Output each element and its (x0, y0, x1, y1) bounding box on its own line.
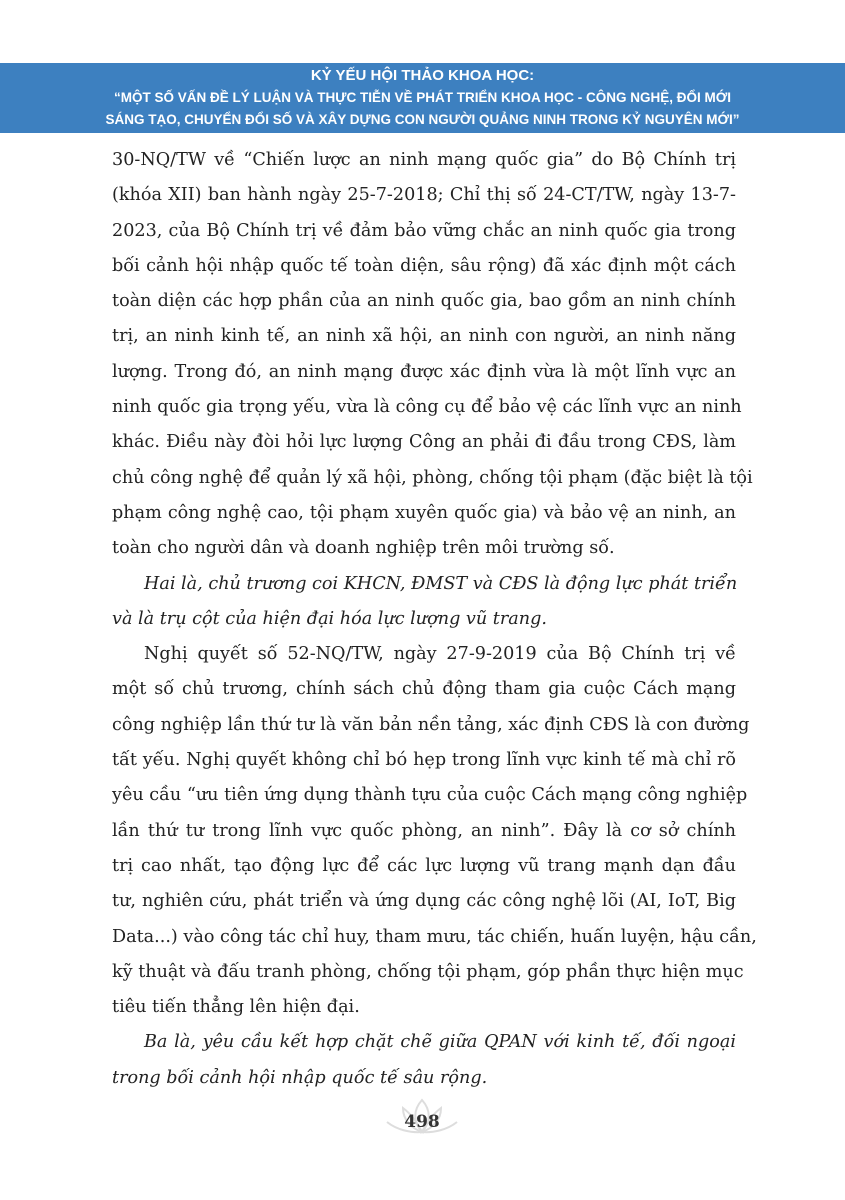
text-line: phạm công nghệ cao, tội phạm xuyên quốc gia) và bảo vệ an ninh, an (112, 502, 736, 523)
text-line: yêu cầu “ưu tiên ứng dụng thành tựu của cuộc Cách mạng công nghiệp (112, 785, 748, 806)
text-line: toàn cho người dân và doanh nghiệp trên môi trường số. (112, 538, 615, 559)
text-line: lượng. Trong đó, an ninh mạng được xác định vừa là một lĩnh vực an (112, 361, 736, 382)
text-line: trị cao nhất, tạo động lực để các lực lượng vũ trang mạnh dạn đầu (112, 855, 736, 876)
text-line: tư, nghiên cứu, phát triển và ứng dụng các công nghệ lõi (AI, IoT, Big (112, 891, 736, 912)
text-line: (khóa XII) ban hành ngày 25-7-2018; Chỉ thị số 24-CT/TW, ngày 13-7- (112, 185, 736, 206)
text-line: ninh quốc gia trọng yếu, vừa là công cụ để bảo vệ các lĩnh vực an ninh (112, 397, 742, 418)
text-line: 2023, của Bộ Chính trị về đảm bảo vững chắc an ninh quốc gia trong (112, 220, 736, 241)
text-line: trị, an ninh kinh tế, an ninh xã hội, an ninh con người, an ninh năng (112, 326, 736, 347)
text-line: Hai là, chủ trương coi KHCN, ĐMST và CĐS là động lực phát triển (144, 573, 738, 594)
running-header (0, 63, 845, 133)
text-line: một số chủ trương, chính sách chủ động tham gia cuộc Cách mạng (112, 679, 736, 700)
header-title: KỶ YẾU HỘI THẢO KHOA HỌC: (310, 67, 535, 84)
text-line: lần thứ tư trong lĩnh vực quốc phòng, an ninh”. Đây là cơ sở chính (112, 820, 736, 841)
text-line: và là trụ cột của hiện đại hóa lực lượng vũ trang. (112, 608, 547, 629)
text-line: kỹ thuật và đấu tranh phòng, chống tội phạm, góp phần thực hiện mục (112, 961, 744, 982)
text-line: bối cảnh hội nhập quốc tế toàn diện, sâu rộng) đã xác định một cách (112, 255, 736, 276)
text-line: tiêu tiến thẳng lên hiện đại. (112, 997, 360, 1018)
text-line: Nghị quyết số 52-NQ/TW, ngày 27-9-2019 của Bộ Chính trị về (144, 644, 736, 665)
page-number: 498 (404, 1112, 440, 1132)
text-line: 30-NQ/TW về “Chiến lược an ninh mạng quốc gia” do Bộ Chính trị (112, 150, 736, 170)
header-subtitle-line-2: SÁNG TẠO, CHUYỂN ĐỔI SỐ VÀ XÂY DỰNG CON NGƯỜI QUẢNG NINH TRONG KỶ NGUYÊN MỚI” (105, 112, 740, 127)
text-line: chủ công nghệ để quản lý xã hội, phòng, chống tội phạm (đặc biệt là tội (112, 467, 753, 488)
text-line: toàn diện các hợp phần của an ninh quốc gia, bao gồm an ninh chính (112, 291, 736, 312)
text-line: công nghiệp lần thứ tư là văn bản nền tảng, xác định CĐS là con đường (112, 714, 750, 735)
text-line: khác. Điều này đòi hỏi lực lượng Công an phải đi đầu trong CĐS, làm (112, 432, 736, 453)
header-subtitle-line-1: “MỘT SỐ VẤN ĐỀ LÝ LUẬN VÀ THỰC TIỄN VỀ PHÁT TRIỂN KHOA HỌC - CÔNG NGHỆ, ĐỔI MỚI (114, 90, 731, 105)
text-line: tất yếu. Nghị quyết không chỉ bó hẹp trong lĩnh vực kinh tế mà chỉ rõ (112, 750, 736, 771)
text-line: Ba là, yêu cầu kết hợp chặt chẽ giữa QPAN với kinh tế, đối ngoại (144, 1032, 736, 1053)
text-line: Data...) vào công tác chỉ huy, tham mưu, tác chiến, huấn luyện, hậu cần, (112, 926, 757, 947)
body-text (112, 143, 757, 1096)
text-line: trong bối cảnh hội nhập quốc tế sâu rộng. (112, 1067, 488, 1088)
